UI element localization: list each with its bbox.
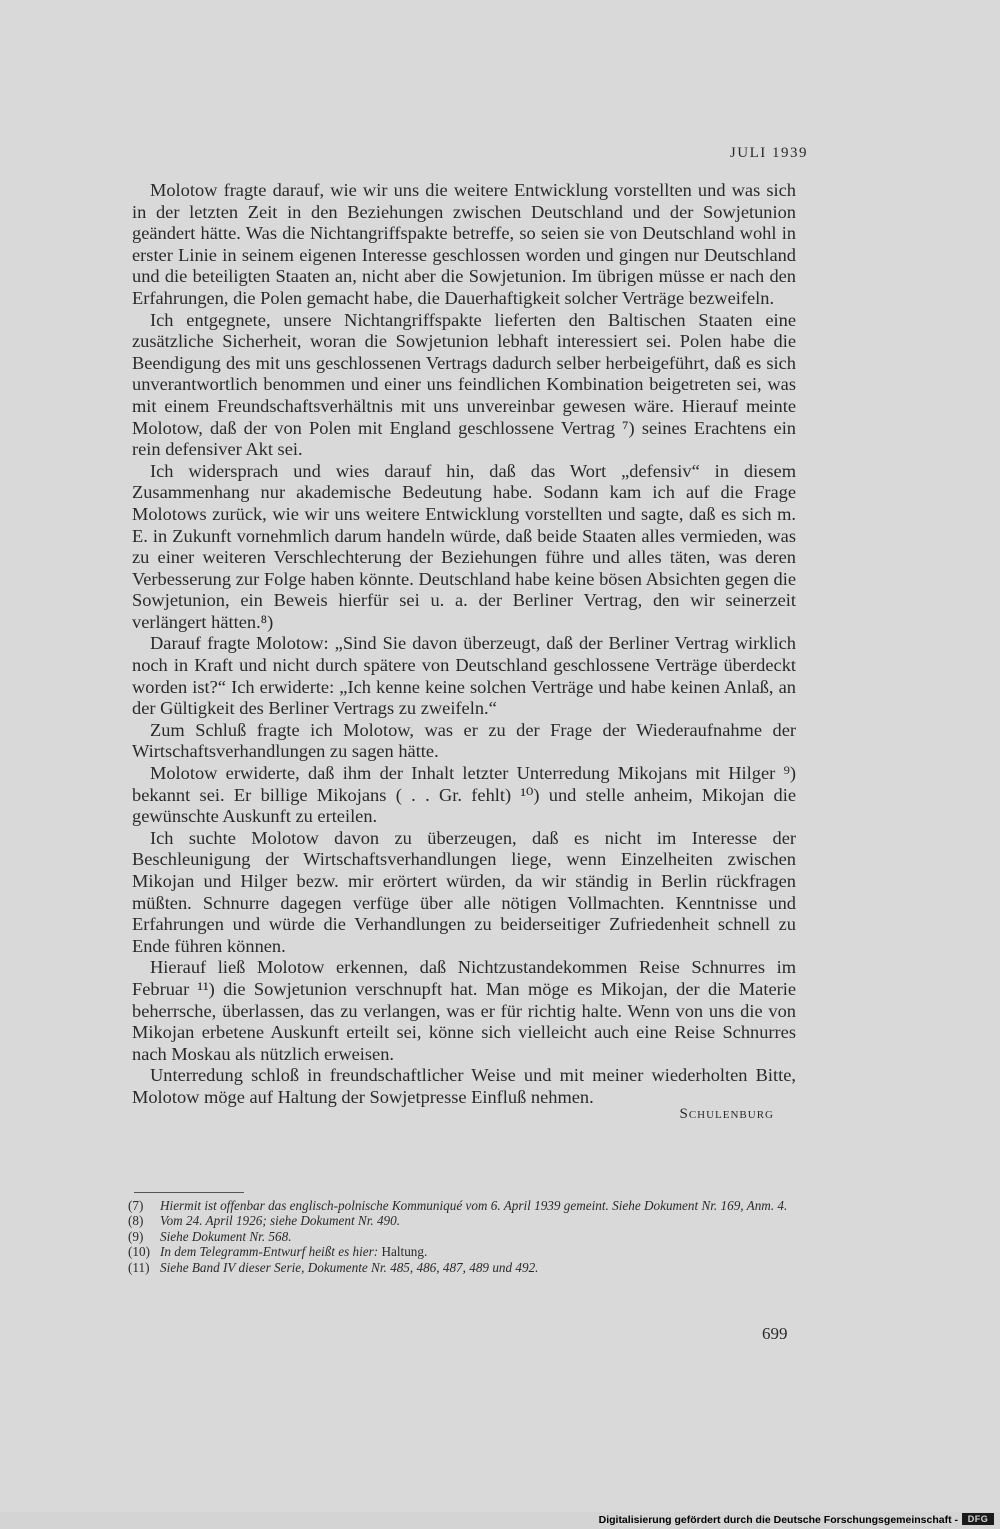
paragraph-6: Molotow erwiderte, daß ihm der Inhalt letzter Unterredung Mikojans mit Hilger ⁹) bekannt sei. Er billige Mikojans ( . . Gr. fehlt) ¹⁰) und stelle anheim, Mikojan die gewünschte Auskunft zu erteilen. <box>132 763 796 827</box>
footnote-text: In dem Telegramm-Entwurf heißt es hier: <box>160 1244 379 1260</box>
signature: Schulenburg <box>679 1106 774 1122</box>
footnote-text: Siehe Dokument Nr. 568. <box>160 1228 292 1244</box>
footnote-11 <box>128 1260 808 1275</box>
footnote-text: Vom 24. April 1926; siehe Dokument Nr. 490. <box>160 1213 401 1229</box>
footnote-number: (7) <box>128 1198 144 1213</box>
footnote-upright-text: Haltung. <box>381 1244 428 1260</box>
footnote-10 <box>128 1244 808 1259</box>
footnote-number: (10) <box>128 1244 150 1260</box>
footnote-7 <box>128 1198 808 1213</box>
running-head: JULI 1939 <box>729 145 808 161</box>
footnote-divider <box>134 1192 244 1193</box>
footnote-8 <box>128 1213 808 1228</box>
body-text <box>132 180 796 1109</box>
paragraph-3: Ich widersprach und wies darauf hin, daß das Wort „defensiv“ in diesem Zusammenhang nur akademische Bedeutung habe. Sodann kam ich auf die Frage Molotows zurück, wie wir uns weitere Entwicklung vorstellten und sagte, daß es sich m. E. in Zukunft vornehmlich darum handeln würde, daß beide Staaten alles vermieden, was zu einer weiteren Verschlechterung der Beziehungen führe und alles täten, was deren Verbesserung zur Folge haben könnte. Deutschland habe keine bösen Absichten gegen die Sowjetunion, ein Beweis hierfür sei u. a. der Berliner Vertrag, den wir seinerzeit verlängert hätten.⁸) <box>132 460 796 632</box>
footnote-number: (11) <box>128 1259 150 1275</box>
paragraph-7: Ich suchte Molotow davon zu überzeugen, daß es nicht im Interesse der Beschleunigung der Wirtschaftsverhandlungen liege, wenn Einzelheiten zwischen Mikojan und Hilger bezw. mir erörtert würden, da wir ständig in Berlin rückfragen müßten. Schnurre dagegen verfüge über alle nötigen Vollmachten. Kenntnisse und Erfahrungen und würde die Verhandlungen zu beiderseitiger Zufriedenheit schnell zu Ende führen können. <box>132 827 796 956</box>
paragraph-2: Ich entgegnete, unsere Nichtangriffspakte lieferten den Baltischen Staaten eine zusätzliche Sicherheit, woran die Sowjetunion lebhaft interessiert sei. Polen habe die Beendigung des mit uns geschlossenen Vertrags dadurch selber herbeigeführt, daß es sich unverantwortlich benommen und einer uns feindlichen Kombination beigetreten sei, was mit einem Freundschaftsverhältnis mit uns unvereinbar gewesen wäre. Hierauf meinte Molotow, daß der von Polen mit England geschlossene Vertrag ⁷) seines Erachtens ein rein defensiver Akt sei. <box>132 309 796 460</box>
footnote-text: Siehe Band IV dieser Serie, Dokumente Nr. 485, 486, 487, 489 und 492. <box>160 1259 539 1275</box>
footnote-9 <box>128 1229 808 1244</box>
footnote-text-wrap <box>160 1244 427 1259</box>
footnote-number: (9) <box>128 1228 144 1244</box>
paragraph-8: Hierauf ließ Molotow erkennen, daß Nichtzustandekommen Reise Schnurres im Februar ¹¹) die Sowjetunion verschnupft hat. Man möge es Mikojan, der die Materie beherrsche, überlassen, das zu verlangen, was er für richtig halte. Wenn von uns die von Mikojan erbetene Auskunft erteilt sei, könne sich vielleicht auch eine Reise Schnurres nach Moskau als nützlich erweisen. <box>132 957 796 1064</box>
page-number: 699 <box>762 1324 788 1343</box>
paragraph-1: Molotow fragte darauf, wie wir uns die weitere Entwicklung vorstellten und was sich in der letzten Zeit in den Beziehungen zwischen Deutschland und der Sowjetunion geändert hätte. Was die Nichtangriffspakte betreffe, so seien sie von Deutschland wohl in erster Linie in seinem eigenen Interesse geschlossen worden und gingen nur Deutschland und die beteiligten Staaten an, nicht aber die Sowjetunion. Im übrigen müsse er nach den Erfahrungen, die Polen gemacht habe, die Dauerhaftigkeit solcher Verträge bezweifeln. <box>132 180 796 308</box>
footnote-text: Hiermit ist offenbar das englisch-polnische Kommuniqué vom 6. April 1939 gemeint. Siehe Dokument Nr. 169, Anm. 4. <box>160 1198 788 1213</box>
footnotes <box>128 1198 808 1275</box>
paragraph-4: Darauf fragte Molotow: „Sind Sie davon überzeugt, daß der Berliner Vertrag wirklich noch in Kraft und nicht durch spätere von Deutschland geschlossene Verträge überdeckt worden ist?“ Ich erwiderte: „Ich kenne keine solchen Verträge und habe keinen Anlaß, an der Gültigkeit des Berliner Vertrags zu zweifeln.“ <box>132 633 796 719</box>
footnote-number: (8) <box>128 1213 144 1229</box>
paragraph-9: Unterredung schloß in freundschaftlicher Weise und mit meiner wiederholten Bitte, Molotow möge auf Haltung der Sowjetpresse Einfluß nehmen. <box>132 1065 796 1107</box>
paragraph-5: Zum Schluß fragte ich Molotow, was er zu der Frage der Wiederaufnahme der Wirtschaftsverhandlungen zu sagen hätte. <box>132 719 796 762</box>
footer-credit: Digitalisierung gefördert durch die Deutsche Forschungsgemeinschaft - <box>598 1514 958 1526</box>
dfg-logo: DFG <box>962 1513 994 1525</box>
